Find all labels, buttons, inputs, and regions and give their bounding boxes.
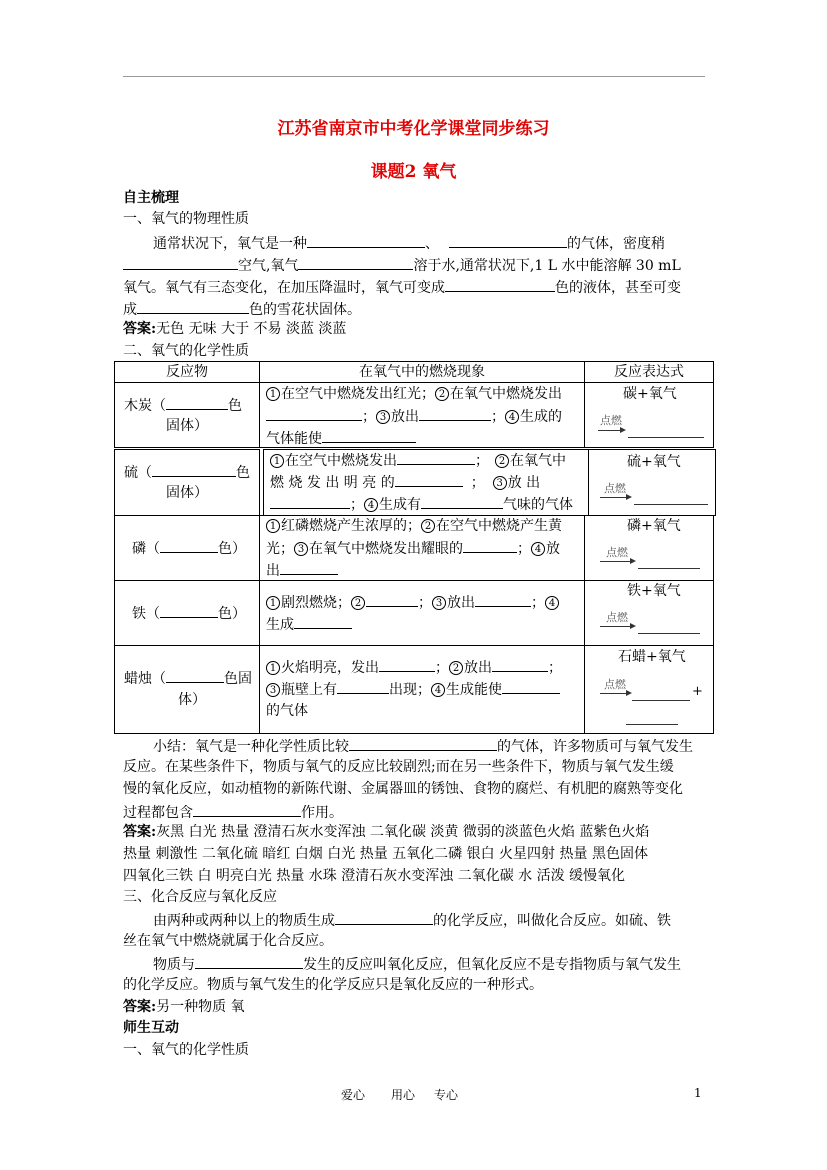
- fill-blank[interactable]: [463, 537, 517, 553]
- fill-blank[interactable]: [397, 449, 475, 465]
- physical-line-4: 成 色的雪花状固体。: [123, 298, 708, 320]
- physical-line-3: 氧气。氧气有三态变化，在加压降温时，氧气可变成 色的液体，甚至可变: [123, 276, 708, 298]
- answer-combination: 答案:另一种物质 氧: [123, 999, 245, 1015]
- fill-blank[interactable]: [152, 461, 236, 477]
- fill-blank[interactable]: [419, 405, 491, 421]
- fill-blank[interactable]: [322, 427, 416, 443]
- footer-text-2: 用心: [391, 1088, 416, 1102]
- circled-number-2: 2: [449, 661, 463, 675]
- circled-number-2: 2: [495, 454, 509, 468]
- expression-candle: 石蜡+氧气: [618, 649, 686, 665]
- fill-blank[interactable]: [445, 276, 555, 292]
- circled-number-3: 3: [493, 476, 507, 490]
- fill-blank[interactable]: [626, 724, 678, 725]
- circled-number-3: 3: [376, 410, 390, 424]
- fill-blank[interactable]: [449, 232, 567, 248]
- summary-line-3: 慢的氧化反应，如动植物的新陈代谢、金属器皿的锈蚀、食物的腐烂、有机肥的腐熟等变化: [123, 781, 683, 797]
- phenomenon-line: 生成: [266, 613, 352, 636]
- circled-number-3: 3: [266, 683, 280, 697]
- heading-chemical-properties: 二、氧气的化学性质: [123, 343, 249, 359]
- fill-blank[interactable]: [280, 559, 338, 575]
- circled-number-4: 4: [364, 498, 378, 512]
- lesson-title: 课题2 氧气: [370, 162, 457, 182]
- expression-phosphorus: 磷+氧气: [627, 518, 681, 534]
- reactant-sulfur-state: 固体）: [166, 485, 208, 501]
- fill-blank[interactable]: [166, 394, 228, 410]
- footer-text-1: 爱心: [341, 1088, 366, 1102]
- fill-blank[interactable]: [160, 537, 218, 553]
- section-heading-self-study: 自主梳理: [123, 190, 179, 206]
- circled-number-2: 2: [351, 596, 365, 610]
- reactant-charcoal-state: 固体）: [166, 418, 208, 434]
- circled-number-1: 1: [266, 661, 280, 675]
- reactant-iron: 铁（ 色）: [132, 602, 246, 625]
- fill-blank[interactable]: [638, 568, 700, 569]
- phenomenon-line: 1 红磷燃烧产生浓厚的； 2 在空气中燃烧产生黄: [266, 515, 562, 537]
- expression-charcoal: 碳+氧气: [623, 386, 677, 402]
- circled-number-4: 4: [431, 683, 445, 697]
- expression-iron: 铁+氧气: [627, 583, 681, 599]
- answer-chemical-3: 四氧化三铁 白 明亮白光 热量 水珠 澄清石灰水变浑浊 二氧化碳 水 活泼 缓慢氧化: [123, 868, 626, 884]
- ignite-arrow: 点燃 +: [600, 676, 710, 728]
- phenomenon-line: 的气体: [266, 703, 308, 719]
- reactant-sulfur: 硫（ 色: [124, 461, 250, 484]
- fill-blank[interactable]: [307, 232, 425, 248]
- ignite-arrow: 点燃: [600, 609, 710, 637]
- circled-number-1: 1: [266, 596, 280, 610]
- fill-blank[interactable]: [379, 656, 435, 672]
- page-number: 1: [694, 1086, 702, 1100]
- combination-line-1: 由两种或两种以上的物质生成 的化学反应，叫做化合反应。如硫、铁: [123, 909, 708, 931]
- fill-blank[interactable]: [502, 678, 560, 694]
- oxidation-line-1: 物质与 发生的反应叫氧化反应，但氧化反应不是专指物质与氧气发生: [123, 953, 708, 975]
- answer-chemical-2: 热量 刺激性 二氧化硫 暗红 白烟 白光 热量 五氧化二磷 银白 火星四射 热量 黑色固体: [123, 846, 648, 862]
- phenomenon-line: 1 火焰明亮，发出 ； 2 放出 ；: [266, 656, 562, 679]
- fill-blank[interactable]: [270, 493, 350, 509]
- circled-number-1: 1: [270, 454, 284, 468]
- phenomenon-line: 出: [266, 559, 338, 582]
- fill-blank[interactable]: [349, 735, 497, 751]
- phenomenon-line: ； 3 放出 ； 4 生成的: [266, 405, 562, 428]
- ignite-arrow: 点燃: [600, 544, 710, 572]
- phenomenon-line: 气体能使: [266, 427, 416, 450]
- fill-blank[interactable]: [298, 254, 413, 270]
- ignite-arrow: 点燃: [598, 412, 708, 440]
- fill-blank[interactable]: [294, 613, 352, 629]
- circled-number-1: 1: [266, 519, 280, 533]
- circled-number-4: 4: [545, 596, 559, 610]
- fill-blank[interactable]: [395, 471, 463, 487]
- header-expression: 反应表达式: [614, 364, 684, 380]
- phenomenon-line: 3 瓶壁上有 出现； 4 生成能使: [266, 678, 560, 701]
- fill-blank[interactable]: [492, 656, 548, 672]
- ignite-arrow: 点燃: [600, 480, 712, 508]
- fill-blank[interactable]: [475, 591, 531, 607]
- fill-blank[interactable]: [195, 953, 303, 969]
- fill-blank[interactable]: [123, 254, 238, 270]
- physical-line-2: 空气,氧气 溶于水,通常状况下,1 L 水中能溶解 30 mL: [123, 254, 708, 276]
- reactant-charcoal: 木炭（ 色: [124, 394, 242, 417]
- fill-blank[interactable]: [335, 909, 433, 925]
- fill-blank[interactable]: [421, 493, 503, 509]
- circled-number-2: 2: [421, 519, 435, 533]
- fill-blank[interactable]: [632, 700, 690, 701]
- combination-line-2: 丝在氧气中燃烧就属于化合反应。: [123, 933, 333, 949]
- header-reactant: 反应物: [166, 364, 208, 380]
- phenomenon-line: 燃 烧 发 出 明 亮 的 ； 3 放 出: [270, 471, 540, 494]
- document-title: 江苏省南京市中考化学课堂同步练习: [277, 119, 550, 139]
- summary-line-4: 过程都包含 作用。: [123, 801, 708, 823]
- answer-chemical-1: 答案:灰黑 白光 热量 澄清石灰水变浑浊 二氧化碳 淡黄 微弱的淡蓝色火焰 蓝紫色火焰: [123, 824, 650, 840]
- fill-blank[interactable]: [337, 678, 389, 694]
- circled-number-3: 3: [432, 596, 446, 610]
- phenomenon-line: 1 剧烈燃烧； 2 ； 3 放出 ； 4: [266, 591, 560, 614]
- oxidation-line-2: 的化学反应。物质与氧气发生的化学反应只是氧化反应的一种形式。: [123, 977, 543, 993]
- fill-blank[interactable]: [634, 504, 708, 505]
- phenomenon-line: 1 在空气中燃烧发出 ； 2 在氧气中: [270, 449, 566, 472]
- summary-line-2: 反应。在某些条件下，物质与氧气的反应比较剧烈;而在另一些条件下，物质与氧气发生缓: [123, 759, 674, 775]
- circled-number-2: 2: [435, 387, 449, 401]
- heading-chemical-properties-2: 一、氧气的化学性质: [123, 1042, 249, 1058]
- header-rule: [123, 76, 705, 77]
- reactant-phosphorus: 磷（ 色）: [132, 537, 246, 560]
- header-phenomenon: 在氧气中的燃烧现象: [359, 364, 485, 380]
- physical-line-1: 通常状况下，氧气是一种 、 的气体，密度稍: [123, 232, 708, 254]
- circled-number-4: 4: [505, 410, 519, 424]
- fill-blank[interactable]: [628, 437, 704, 438]
- circled-number-4: 4: [531, 542, 545, 556]
- fill-blank[interactable]: [160, 602, 218, 618]
- expression-sulfur: 硫+氧气: [627, 454, 681, 470]
- fill-blank[interactable]: [366, 591, 418, 607]
- reactant-candle: 蜡烛（ 色固: [124, 667, 252, 690]
- summary-line-1: 小结：氧气是一种化学性质比较 的气体，许多物质可与氧气发生: [123, 735, 708, 757]
- circled-number-3: 3: [294, 542, 308, 556]
- phenomenon-line: ； 4 生成有 气味的气体: [270, 493, 573, 516]
- reactant-candle-state: 体）: [178, 692, 206, 708]
- answer-physical: 答案:无色 无味 大于 不易 淡蓝 淡蓝: [123, 321, 347, 337]
- phenomenon-line: 1 在空气中燃烧发出红光； 2 在氧气中燃烧发出: [266, 383, 562, 405]
- section-heading-interaction: 师生互动: [123, 1020, 179, 1036]
- phenomenon-line: 光； 3 在氧气中燃烧发出耀眼的 ； 4 放: [266, 537, 560, 560]
- footer-text-3: 专心: [434, 1088, 459, 1102]
- fill-blank[interactable]: [266, 405, 362, 421]
- fill-blank[interactable]: [137, 298, 249, 314]
- fill-blank[interactable]: [166, 667, 224, 683]
- circled-number-1: 1: [266, 387, 280, 401]
- heading-physical-properties: 一、氧气的物理性质: [123, 211, 249, 227]
- fill-blank[interactable]: [638, 633, 700, 634]
- heading-combination-oxidation: 三、化合反应与氧化反应: [123, 889, 277, 905]
- fill-blank[interactable]: [193, 801, 301, 817]
